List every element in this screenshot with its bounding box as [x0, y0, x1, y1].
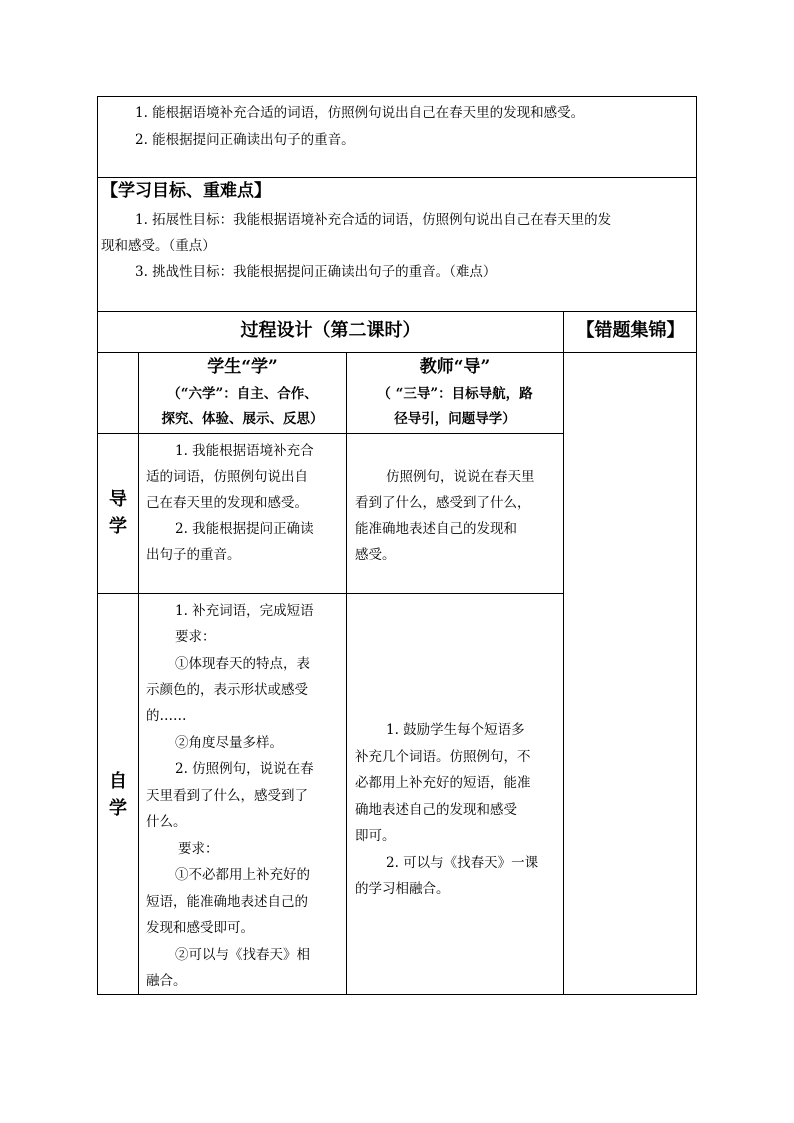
zixue-student-line: ①体现春天的特点，表	[175, 656, 310, 672]
zixue-student-line: 示颜色的，表示形状或感受	[146, 682, 308, 698]
zixue-student-line: 1. 补充词语，完成短语	[175, 603, 314, 619]
goal-line-1: 1. 能根据语境补充合适的词语，仿照例句说出自己在春天里的发现和感受。	[135, 105, 585, 121]
zixue-teacher-line: 必都用上补充好的短语，能准	[355, 775, 531, 791]
daoxue-teacher-line: 看到了什么，感受到了什么，	[355, 495, 531, 511]
daoxue-teacher-line: 能准确地表述自己的发现和	[355, 521, 517, 537]
zixue-teacher-line: 2. 可以与《找春天》一课	[386, 855, 539, 871]
learning-line-1b: 现和感受。（重点）	[101, 238, 216, 254]
student-column-sub-1: （“六学”：自主、合作、	[167, 386, 318, 402]
daoxue-student-line: 1. 我能根据语境补充合	[175, 443, 314, 459]
zixue-teacher-line: 确地表述自己的发现和感受	[355, 802, 517, 818]
zixue-student-line: 发现和感受即可。	[146, 920, 254, 936]
learning-line-1a: 1. 拓展性目标：我能根据语境补充合适的词语，仿照例句说出自己在春天里的发	[135, 212, 612, 228]
student-column-title: 学生“学”	[207, 357, 278, 377]
teacher-column-sub-1: （ “三导”：目标导航，路	[377, 386, 533, 402]
row-divider	[97, 593, 564, 594]
zixue-student-line: 什么。	[146, 814, 187, 830]
learning-line-2: 3. 挑战性目标：我能根据提问正确读出句子的重音。（难点）	[135, 264, 497, 280]
zixue-student-line: 的……	[146, 708, 187, 724]
zixue-teacher-line: 补充几个词语。仿照例句，不	[355, 749, 531, 765]
teacher-column-title: 教师“导”	[419, 357, 491, 377]
row-divider	[97, 311, 697, 312]
learning-heading: 【学习目标、重难点】	[101, 181, 271, 201]
zixue-teacher-line: 的学习相融合。	[355, 881, 450, 897]
zixue-label-2: 学	[109, 798, 127, 819]
zixue-student-line: ①不必都用上补充好的	[175, 867, 310, 883]
zixue-teacher-line: 即可。	[355, 828, 396, 844]
daoxue-teacher-line: 仿照例句，说说在春天里	[386, 469, 535, 485]
teacher-column-sub-2: 径导引，问题导学）	[394, 411, 516, 427]
goal-line-2: 2. 能根据提问正确读出句子的重音。	[135, 132, 355, 148]
zixue-student-line: 2. 仿照例句，说说在春	[175, 761, 314, 777]
process-title: 过程设计（第二课时）	[240, 320, 421, 341]
zixue-student-line: ②角度尽量多样。	[175, 735, 283, 751]
zixue-label-1: 自	[109, 771, 127, 792]
daoxue-label-1: 导	[109, 489, 127, 510]
zixue-student-line: 天里看到了什么，感受到了	[146, 788, 308, 804]
column-divider	[563, 311, 564, 995]
daoxue-student-line: 适的词语，仿照例句说出自	[146, 469, 308, 485]
zixue-student-line: 要求：	[178, 841, 219, 857]
daoxue-teacher-line: 感受。	[355, 547, 396, 563]
error-collection-title: 【错题集锦】	[576, 320, 685, 341]
daoxue-label-2: 学	[109, 516, 127, 537]
zixue-teacher-line: 1. 鼓励学生每个短语多	[386, 722, 525, 738]
column-divider	[138, 352, 139, 995]
daoxue-student-line: 2. 我能根据提问正确读	[175, 521, 314, 537]
row-divider	[97, 352, 697, 353]
zixue-student-line: 要求：	[175, 629, 216, 645]
row-divider	[97, 433, 564, 434]
zixue-student-line: ②可以与《找春天》相	[175, 947, 310, 963]
daoxue-student-line: 己在春天里的发现和感受。	[146, 495, 308, 511]
column-divider	[346, 352, 347, 995]
student-column-sub-2: 探究、体验、展示、反思）	[161, 411, 324, 427]
zixue-student-line: 短语，能准确地表述自己的	[146, 894, 308, 910]
zixue-student-line: 融合。	[146, 973, 187, 989]
daoxue-student-line: 出句子的重音。	[146, 547, 241, 563]
